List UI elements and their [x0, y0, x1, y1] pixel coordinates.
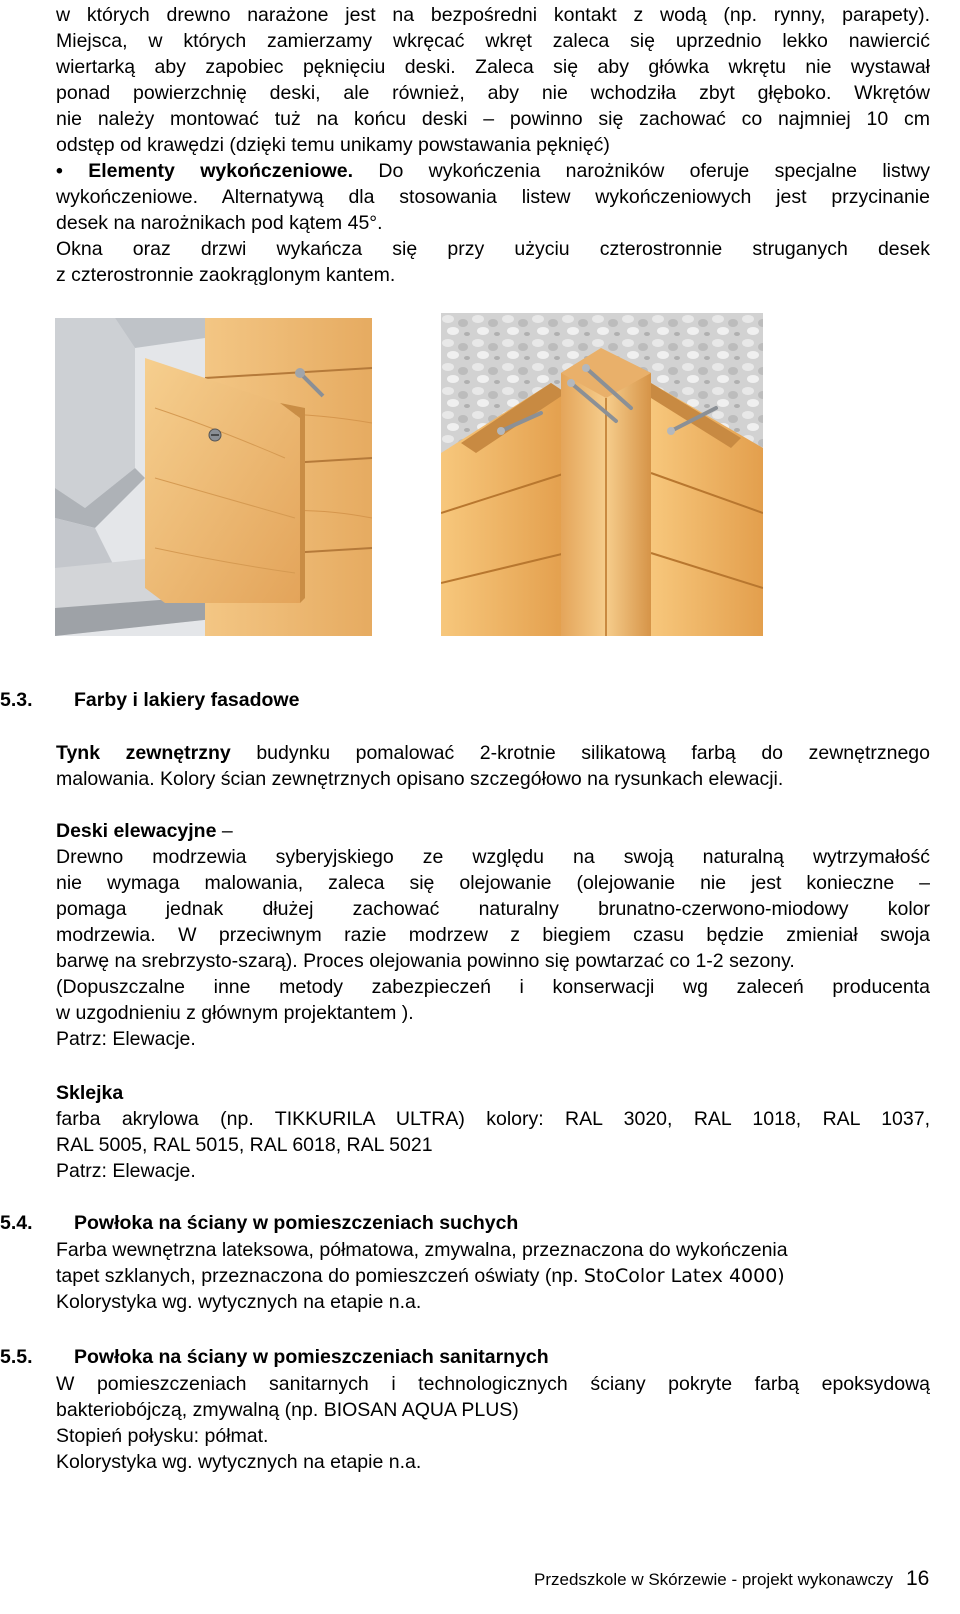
bullet-bold: Elementy wykończeniowe.: [88, 160, 354, 182]
body-line: Stopień połysku: półmat.: [56, 1425, 269, 1447]
section-title: Farby i lakiery fasadowe: [74, 689, 300, 711]
section-number: 5.4.: [0, 1212, 33, 1234]
tynk-rest: budynku pomalować 2-krotnie silikatową farbą do zewnętrznego: [230, 742, 931, 764]
body-line: Farba wewnętrzna lateksowa, półmatowa, zmywalna, przeznaczona do wykończenia: [56, 1239, 788, 1261]
deski-line: (Dopuszczalne inne metody zabezpieczeń i konserwacji wg zaleceń producenta: [56, 976, 930, 998]
deski-line: w uzgodnieniu z głównym projektantem ).: [56, 1002, 414, 1024]
windows-line-1: Okna oraz drzwi wykańcza się przy użyciu czterostronnie struganych desek: [56, 238, 930, 260]
intro-line: ponad powierzchnię deski, ale również, aby nie wchodziła zbyt głęboko. Wkrętów: [56, 82, 930, 104]
deski-line: modrzewia. W przeciwnym razie modrzew z biegiem czasu będzie zmieniał swoja: [56, 924, 930, 946]
tynk-bold: Tynk zewnętrzny: [56, 742, 231, 764]
intro-line: wiertarką aby zapobiec pęknięciu deski. Zaleca się aby główka wkrętu nie wystawał: [56, 56, 930, 78]
deski-dash: –: [216, 820, 233, 842]
tynk-line-1: [56, 740, 930, 766]
body-text: tapet szklanych, przeznaczona do pomieszczeń oświaty (np.: [56, 1265, 584, 1287]
body-line: Kolorystyka wg. wytycznych na etapie n.a.: [56, 1451, 422, 1473]
corner-detail-figure-left: [55, 318, 372, 636]
intro-line: Miejsca, w których zamierzamy wkręcać wkręt zaleca się uprzednio lekko nawiercić: [56, 30, 930, 52]
bullet-line-3: desek na narożnikach pod kątem 45°.: [56, 212, 383, 234]
product-name: StoColor Latex 4000): [583, 1265, 785, 1287]
body-line: [56, 1263, 930, 1289]
deski-line: Drewno modrzewia syberyjskiego ze względu na swoją naturalną wytrzymałość: [56, 846, 930, 868]
tynk-paragraph: [56, 740, 930, 792]
tynk-line-2: malowania. Kolory ścian zewnętrznych opisano szczegółowo na rysunkach elewacji.: [56, 768, 784, 790]
corner-detail-figure-right: [441, 313, 763, 636]
windows-line-2: z czterostronnie zaokrąglonym kantem.: [56, 264, 396, 286]
section-number: 5.5.: [0, 1346, 33, 1368]
deski-title-line: [56, 818, 930, 844]
intro-line: nie należy montować tuż na końcu deski – powinno się zachować co najmniej 10 cm: [56, 108, 930, 130]
body-line: Kolorystyka wg. wytycznych na etapie n.a.: [56, 1291, 422, 1313]
deski-patrz: Patrz: Elewacje.: [56, 1028, 196, 1050]
sklejka-patrz: Patrz: Elewacje.: [56, 1160, 196, 1182]
deski-line: nie wymaga malowania, zaleca się olejowanie (olejowanie nie jest konieczne –: [56, 872, 930, 894]
sklejka-line-2: RAL 5005, RAL 5015, RAL 6018, RAL 5021: [56, 1134, 433, 1156]
body-line: bakteriobójczą, zmywalną (np. BIOSAN AQUA PLUS): [56, 1399, 519, 1421]
bullet-line: [56, 158, 930, 184]
deski-title: Deski elewacyjne: [56, 820, 217, 842]
intro-line: odstęp od krawędzi (dzięki temu unikamy powstawania pęknięć): [56, 134, 610, 156]
intro-line: w których drewno narażone jest na bezpośredni kontakt z wodą (np. rynny, parapety).: [56, 4, 930, 26]
page-number: 16: [906, 1567, 930, 1590]
sklejka-paragraph: [56, 1080, 930, 1184]
section-5-4-body: [56, 1237, 930, 1315]
bullet-line-2: wykończeniowe. Alternatywą dla stosowania listew wykończeniowych jest przycinanie: [56, 186, 930, 208]
deski-paragraph: [56, 818, 930, 1052]
sklejka-title-line: [56, 1080, 930, 1106]
section-title: Powłoka na ściany w pomieszczeniach sanitarnych: [74, 1346, 549, 1368]
bullet-dot: •: [56, 160, 89, 182]
footer-text: Przedszkole w Skórzewie - projekt wykonawczy: [534, 1570, 894, 1589]
deski-line: pomaga jednak dłużej zachować naturalny brunatno-czerwono-miodowy kolor: [56, 898, 930, 920]
sklejka-line-1: farba akrylowa (np. TIKKURILA ULTRA) kolory: RAL 3020, RAL 1018, RAL 1037,: [56, 1108, 930, 1130]
section-5-5-body: [56, 1371, 930, 1475]
section-title: Powłoka na ściany w pomieszczeniach suchych: [74, 1212, 519, 1234]
body-line: W pomieszczeniach sanitarnych i technologicznych ściany pokryte farbą epoksydową: [56, 1373, 930, 1395]
section-number: 5.3.: [0, 689, 33, 711]
deski-line: barwę na srebrzysto-szarą). Proces olejowania powinno się powtarzać co 1-2 sezony.: [56, 950, 795, 972]
intro-paragraph: [56, 2, 930, 288]
sklejka-title: Sklejka: [56, 1082, 124, 1104]
bullet-rest: Do wykończenia narożników oferuje specjalne listwy: [353, 160, 930, 182]
